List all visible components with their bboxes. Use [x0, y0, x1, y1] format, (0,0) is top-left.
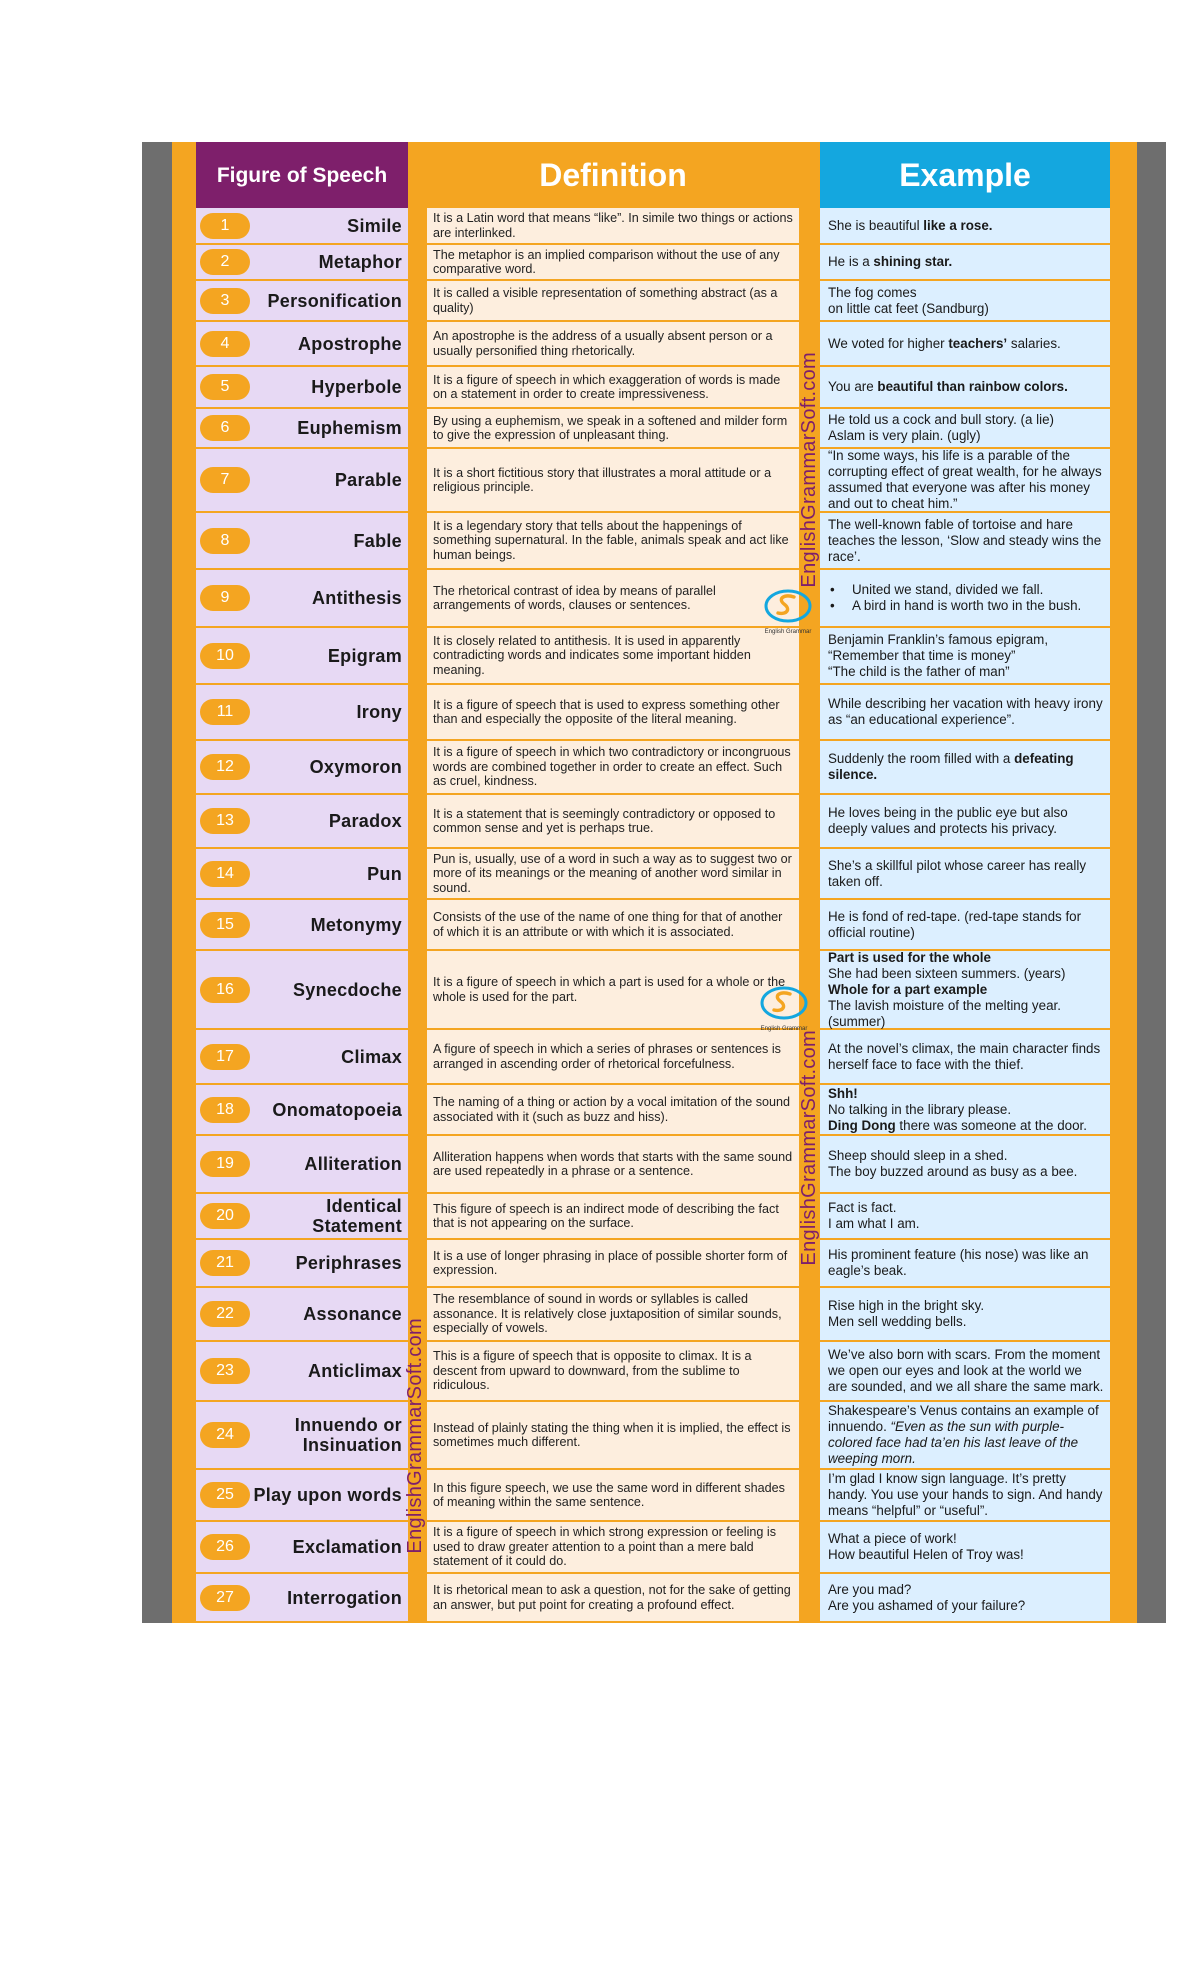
- example-row: [820, 1288, 1110, 1342]
- example-row: [820, 449, 1110, 513]
- example-row: [820, 281, 1110, 322]
- figure-row: [196, 1574, 408, 1623]
- row-number-badge: 15: [200, 912, 250, 938]
- example-text: [828, 950, 1104, 1030]
- definition-text: It is a short fictitious story that illustrates a moral attitude or a religious principle.: [433, 465, 772, 494]
- example-segment: Rise high in the bright sky.: [828, 1298, 985, 1313]
- definition-row: [427, 208, 799, 245]
- figure-term: Onomatopoeia: [272, 1099, 402, 1120]
- definition-row: [427, 849, 799, 900]
- example-segment: there was someone at the door.: [895, 1117, 1087, 1133]
- example-text: [828, 582, 1081, 614]
- example-segment: Shakespeare’s Venus contains an example of innuendo.: [828, 1403, 1099, 1434]
- example-segment: • United we stand, divided we fall.: [828, 582, 1081, 598]
- example-text: [828, 1247, 1104, 1279]
- definition-text: It is a statement that is seemingly contradictory or opposed to common sense and yet is perhaps true.: [433, 806, 776, 835]
- figure-row: [196, 367, 408, 409]
- example-segment: She is beautiful: [828, 217, 924, 233]
- definition-row: [427, 795, 799, 849]
- example-segment: The well-known fable of tortoise and hare teaches the lesson, ‘Slow and steady wins the race’.: [828, 516, 1102, 564]
- example-segment: Men sell wedding bells.: [828, 1314, 967, 1329]
- logo-caption: English Grammar: [760, 1026, 808, 1032]
- figure-row: [196, 1240, 408, 1288]
- definition-row: [427, 367, 799, 409]
- figure-term: Synecdoche: [292, 979, 402, 1000]
- site-logo: [759, 588, 817, 636]
- row-number-badge: 23: [200, 1358, 250, 1384]
- definition-row: [427, 281, 799, 322]
- row-number-badge: 2: [200, 249, 250, 275]
- figure-term: Irony: [356, 702, 402, 722]
- figure-row: [196, 685, 408, 741]
- example-segment: At the novel’s climax, the main character finds herself face to face with the thief.: [828, 1040, 1101, 1072]
- example-row: [820, 322, 1110, 367]
- definition-row: [427, 1574, 799, 1623]
- figure-row: [196, 951, 408, 1030]
- example-text: [828, 696, 1104, 728]
- definition-row: [427, 685, 799, 741]
- example-row: [820, 1194, 1110, 1240]
- definition-text: It is a figure of speech that is used to express something other than and especially the opposite of the literal meaning.: [433, 697, 780, 726]
- example-text: [828, 805, 1104, 837]
- figure-row: [196, 1085, 408, 1136]
- figure-row: [196, 409, 408, 449]
- watermark-text: EnglishGrammarSoft.com: [798, 352, 820, 588]
- example-rows: [820, 208, 1110, 1623]
- figure-row: [196, 1402, 408, 1470]
- figure-term: Climax: [341, 1046, 402, 1067]
- definition-row: [427, 1342, 799, 1402]
- figure-term: Periphrases: [295, 1253, 402, 1273]
- figure-row: [196, 741, 408, 795]
- example-row: [820, 513, 1110, 570]
- definition-text: Instead of plainly stating the thing when it is implied, the effect is sometimes much different.: [433, 1420, 791, 1449]
- example-segment: beautiful than rainbow colors.: [877, 379, 1068, 394]
- figure-row: [196, 570, 408, 628]
- example-row: [820, 1574, 1110, 1623]
- definition-column: [427, 142, 799, 1623]
- example-text: [828, 751, 1104, 783]
- figure-term: Antithesis: [311, 588, 402, 608]
- row-number-badge: 22: [200, 1301, 250, 1327]
- figure-term: Personification: [267, 290, 402, 311]
- definition-text: Pun is, usually, use of a word in such a way as to suggest two or more of its meanings or the meaning of another word similar in sound.: [433, 851, 792, 895]
- definition-row: [427, 449, 799, 513]
- example-row: [820, 900, 1110, 951]
- example-text: [828, 858, 1104, 890]
- definition-text: The resemblance of sound in words or syllables is called assonance. It is relatively close juxtaposition of similar sounds, especially of vowels.: [433, 1292, 782, 1336]
- example-segment: He loves being in the public eye but also deeply values and protects his privacy.: [828, 805, 1068, 836]
- definition-text: It is a figure of speech in which a part is used for a whole or the whole is used for the part.: [433, 975, 786, 1004]
- figure-term: Interrogation: [287, 1587, 402, 1608]
- row-number-badge: 11: [200, 699, 250, 725]
- example-text: [828, 1200, 920, 1232]
- example-text: [828, 218, 993, 234]
- definition-text: It is a Latin word that means “like”. In simile two things or actions are interlinked.: [433, 211, 793, 240]
- row-number-badge: 7: [200, 467, 250, 493]
- definition-rows: [427, 208, 799, 1623]
- figure-row: [196, 208, 408, 245]
- example-text: [828, 1086, 1087, 1134]
- example-segment: She had been sixteen summers. (years): [828, 965, 1066, 981]
- example-segment: Are you ashamed of your failure?: [828, 1597, 1026, 1613]
- definition-row: [427, 1402, 799, 1470]
- logo-caption: English Grammar: [764, 629, 812, 635]
- logo-icon: [759, 985, 809, 1021]
- row-number-badge: 3: [200, 288, 250, 314]
- example-segment: “In some ways, his life is a parable of the corrupting effect of great wealth, for he always assumed that everyone was after his money and out to cheat him.”: [828, 448, 1102, 511]
- definition-row: [427, 741, 799, 795]
- definition-text: The metaphor is an implied comparison without the use of any comparative word.: [433, 247, 780, 276]
- example-segment: The fog comes: [828, 284, 917, 300]
- example-row: [820, 1085, 1110, 1136]
- definition-row: [427, 1470, 799, 1522]
- example-row: [820, 1030, 1110, 1085]
- example-row: [820, 628, 1110, 685]
- example-row: [820, 1470, 1110, 1522]
- example-text: [828, 285, 989, 317]
- example-text: [828, 254, 952, 270]
- figure-row: [196, 1194, 408, 1240]
- row-number-badge: 9: [200, 585, 250, 611]
- example-segment: We voted for higher: [828, 335, 949, 351]
- definition-text: It is a use of longer phrasing in place of possible shorter form of expression.: [433, 1248, 788, 1277]
- example-segment: How beautiful Helen of Troy was!: [828, 1547, 1024, 1562]
- example-text: [828, 632, 1048, 680]
- site-logo: [755, 985, 813, 1033]
- row-number-badge: 21: [200, 1250, 250, 1276]
- figure-term: Anticlimax: [307, 1361, 402, 1381]
- figure-term: Innuendo or Insinuation: [294, 1415, 402, 1455]
- definition-text: A figure of speech in which a series of phrases or sentences is arranged in ascending order of rhetorical forcefulness.: [433, 1042, 781, 1071]
- example-text: [828, 1582, 1025, 1614]
- row-number-badge: 19: [200, 1151, 250, 1177]
- example-segment: “Remember that time is money”: [828, 647, 1016, 663]
- example-segment: Ding Dong: [828, 1117, 896, 1133]
- definition-row: [427, 1240, 799, 1288]
- example-text: [828, 1148, 1077, 1180]
- example-segment: Part is used for the whole: [828, 949, 991, 965]
- definition-row: [427, 1194, 799, 1240]
- figure-row: [196, 449, 408, 513]
- definition-text: This figure of speech is an indirect mode of describing the fact that is not appearing on the surface.: [433, 1201, 779, 1230]
- figure-header: Figure of Speech: [196, 142, 408, 208]
- example-text: [828, 1298, 984, 1330]
- example-segment: Sheep should sleep in a shed.: [828, 1148, 1008, 1163]
- figure-term: Oxymoron: [309, 757, 402, 777]
- example-segment: He is fond of red-tape. (red-tape stands for official routine): [828, 908, 1082, 940]
- figure-term: Fable: [353, 530, 402, 551]
- row-number-badge: 17: [200, 1044, 250, 1070]
- example-row: [820, 409, 1110, 449]
- example-segment: What a piece of work!: [828, 1531, 957, 1546]
- definition-text: It is closely related to antithesis. It is used in apparently contradicting words and indicates some important hidden meaning.: [433, 633, 751, 677]
- definition-text: Alliteration happens when words that starts with the same sound are used repeatedly in a phrase or a sentence.: [433, 1149, 793, 1178]
- example-text: [828, 909, 1104, 941]
- definition-row: [427, 1288, 799, 1342]
- figure-term: Parable: [334, 470, 402, 490]
- example-segment: on little cat feet (Sandburg): [828, 300, 989, 316]
- definition-text: By using a euphemism, we speak in a softened and milder form to give the expression of unpleasant thing.: [433, 413, 788, 442]
- definition-row: [427, 1522, 799, 1574]
- figure-row: [196, 322, 408, 367]
- example-text: [828, 1347, 1104, 1395]
- definition-text: This is a figure of speech that is opposite to climax. It is a descent from upward to downward, from the sublime to ridiculous.: [433, 1349, 752, 1393]
- figure-row: [196, 1288, 408, 1342]
- example-segment: Benjamin Franklin’s famous epigram,: [828, 631, 1049, 647]
- example-text: [828, 412, 1054, 444]
- definition-row: [427, 1136, 799, 1194]
- example-row: [820, 1522, 1110, 1574]
- example-segment: “The child is the father of man”: [828, 663, 1010, 679]
- definition-text: It is a legendary story that tells about the happenings of something supernatural. In the fable, animals speak and act like human beings.: [433, 518, 789, 562]
- figure-term: Identical Statement: [312, 1196, 402, 1236]
- definition-row: [427, 1085, 799, 1136]
- figure-row: [196, 1470, 408, 1522]
- row-number-badge: 14: [200, 861, 250, 887]
- example-row: [820, 367, 1110, 409]
- row-number-badge: 8: [200, 528, 250, 554]
- definition-text: It is a figure of speech in which strong expression or feeling is used to draw greater attention to a point than a mere bald statement of it could do.: [433, 1525, 777, 1569]
- example-segment: The boy buzzed around as busy as a bee.: [828, 1164, 1078, 1179]
- example-text: [828, 448, 1104, 512]
- definition-row: [427, 570, 799, 628]
- example-segment: like a rose.: [923, 217, 993, 233]
- figure-row: [196, 849, 408, 900]
- figure-term: Pun: [367, 863, 402, 884]
- definition-text: The naming of a thing or action by a vocal imitation of the sound associated with it (such as buzz and hiss).: [433, 1095, 791, 1124]
- figure-term: Hyperbole: [311, 377, 402, 397]
- definition-row: [427, 1030, 799, 1085]
- figure-term: Metaphor: [318, 252, 402, 272]
- row-number-badge: 12: [200, 754, 250, 780]
- row-number-badge: 16: [200, 977, 250, 1003]
- figure-term: Euphemism: [297, 418, 402, 438]
- figure-term: Paradox: [328, 811, 402, 831]
- example-segment: salaries.: [1007, 335, 1061, 351]
- definition-text: It is called a visible representation of something abstract (as a quality): [433, 286, 778, 315]
- figure-term: Play upon words: [253, 1485, 402, 1505]
- figure-row: [196, 1030, 408, 1085]
- row-number-badge: 6: [200, 415, 250, 441]
- example-text: [828, 1531, 1024, 1563]
- example-segment: She’s a skillful pilot whose career has really taken off.: [828, 857, 1087, 889]
- watermark-text: EnglishGrammarSoft.com: [798, 1030, 820, 1266]
- example-segment: No talking in the library please.: [828, 1101, 1012, 1117]
- example-segment: Suddenly the room filled with a: [828, 751, 1015, 766]
- example-text: [828, 1471, 1104, 1519]
- definition-row: [427, 513, 799, 570]
- example-text: [828, 1403, 1104, 1467]
- example-row: [820, 570, 1110, 628]
- example-text: [828, 336, 1061, 352]
- example-segment: The lavish moisture of the melting year. (summer): [828, 997, 1061, 1029]
- logo-icon: [763, 588, 813, 624]
- example-segment: I am what I am.: [828, 1216, 920, 1231]
- figure-term: Simile: [347, 215, 402, 236]
- row-number-badge: 20: [200, 1203, 250, 1229]
- example-segment: Shh!: [828, 1085, 858, 1101]
- example-row: [820, 208, 1110, 245]
- figure-row: [196, 1136, 408, 1194]
- example-row: [820, 795, 1110, 849]
- figure-term: Exclamation: [292, 1537, 402, 1557]
- example-segment: “Even as the sun with purple-colored face had ta’en his last leave of the weeping morn.: [828, 1419, 1079, 1466]
- example-row: [820, 1136, 1110, 1194]
- figure-row: [196, 245, 408, 281]
- example-segment: Aslam is very plain. (ugly): [828, 428, 981, 443]
- example-row: [820, 1240, 1110, 1288]
- figure-term: Assonance: [303, 1304, 402, 1324]
- definition-text: It is a figure of speech in which exaggeration of words is made on a statement in order to create impressiveness.: [433, 372, 781, 401]
- example-segment: teachers’: [948, 335, 1008, 351]
- example-row: [820, 1342, 1110, 1402]
- figure-term: Epigram: [327, 645, 402, 666]
- definition-row: [427, 951, 799, 1030]
- example-segment: He told us a cock and bull story. (a lie): [828, 412, 1055, 427]
- figure-rows: [196, 208, 408, 1623]
- row-number-badge: 26: [200, 1534, 250, 1560]
- watermark-text: EnglishGrammarSoft.com: [404, 1318, 426, 1554]
- definition-text: An apostrophe is the address of a usually absent person or a usually personified thing rhetorically.: [433, 329, 773, 358]
- example-row: [820, 685, 1110, 741]
- example-segment: You are: [828, 379, 878, 394]
- example-row: [820, 951, 1110, 1030]
- definition-text: In this figure speech, we use the same word in different shades of meaning within the same sentence.: [433, 1480, 785, 1509]
- row-number-badge: 13: [200, 808, 250, 834]
- example-row: [820, 849, 1110, 900]
- example-text: [828, 517, 1104, 565]
- row-number-badge: 10: [200, 643, 250, 669]
- row-number-badge: 24: [200, 1422, 250, 1448]
- definition-text: It is a figure of speech in which two contradictory or incongruous words are combined together in order to create an effect. Such as cruel, kindness.: [433, 745, 791, 789]
- figure-row: [196, 795, 408, 849]
- row-number-badge: 4: [200, 331, 250, 357]
- figure-row: [196, 1342, 408, 1402]
- row-number-badge: 27: [200, 1585, 250, 1611]
- row-number-badge: 18: [200, 1097, 250, 1123]
- example-segment: • A bird in hand is worth two in the bush.: [828, 598, 1081, 614]
- example-row: [820, 245, 1110, 281]
- example-text: [828, 1041, 1104, 1073]
- example-segment: While describing her vacation with heavy irony as “an educational experience”.: [828, 696, 1103, 727]
- example-segment: defeating silence.: [828, 751, 1074, 782]
- example-segment: Fact is fact.: [828, 1200, 897, 1215]
- example-segment: His prominent feature (his nose) was like an eagle’s beak.: [828, 1247, 1089, 1278]
- example-row: [820, 1402, 1110, 1470]
- definition-row: [427, 409, 799, 449]
- definition-row: [427, 628, 799, 685]
- definition-row: [427, 900, 799, 951]
- example-segment: shining star.: [873, 254, 953, 269]
- row-number-badge: 5: [200, 374, 250, 400]
- definition-text: It is rhetorical mean to ask a question, not for the sake of getting an answer, but put point for creating a profound effect.: [433, 1583, 791, 1612]
- example-column: [820, 142, 1110, 1623]
- example-segment: We’ve also born with scars. From the moment we open our eyes and look at the world we are sounded, and we all share the same mark.: [828, 1347, 1104, 1394]
- figure-column: [196, 142, 408, 1623]
- example-segment: Are you mad?: [828, 1581, 912, 1597]
- example-segment: I’m glad I know sign language. It’s pretty handy. You use your hands to sign. And handy means “helpful” or “useful”.: [828, 1471, 1103, 1518]
- figure-row: [196, 1522, 408, 1574]
- row-number-badge: 1: [200, 213, 250, 239]
- definition-row: [427, 322, 799, 367]
- figure-term: Metonymy: [310, 914, 402, 935]
- example-text: [828, 379, 1068, 395]
- row-number-badge: 25: [200, 1482, 250, 1508]
- figure-term: Alliteration: [304, 1154, 402, 1174]
- example-row: [820, 741, 1110, 795]
- figure-term: Apostrophe: [298, 333, 402, 354]
- definition-row: [427, 245, 799, 281]
- example-header: Example: [820, 142, 1110, 208]
- definition-text: Consists of the use of the name of one thing for that of another of which it is an attribute or with which it is associated.: [433, 910, 783, 939]
- figure-row: [196, 281, 408, 322]
- figure-row: [196, 628, 408, 685]
- definition-text: The rhetorical contrast of idea by means of parallel arrangements of words, clauses or sentences.: [433, 583, 716, 612]
- example-segment: Whole for a part example: [828, 981, 988, 997]
- example-segment: He is a: [828, 254, 874, 269]
- definition-header: Definition: [427, 142, 799, 208]
- figure-row: [196, 513, 408, 570]
- figure-row: [196, 900, 408, 951]
